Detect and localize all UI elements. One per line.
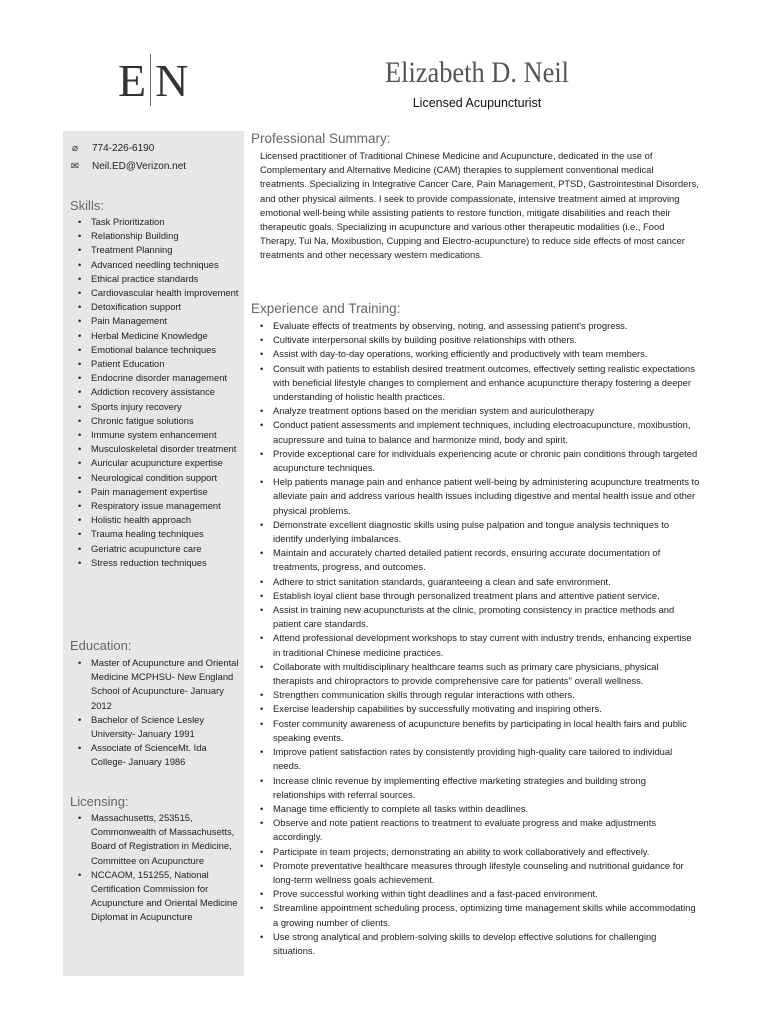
experience-item: • Adhere to strict sanitation standards, guaranteeing a clean and safe environment.	[260, 575, 700, 589]
education-item: • Associate of ScienceMt. Ida College- January 1986	[70, 741, 242, 769]
experience-item: • Foster community awareness of acupuncture benefits by participating in local health fairs and public speaking events.	[260, 717, 700, 745]
monogram-initial-first: E	[118, 54, 147, 106]
experience-item: • Collaborate with multidisciplinary healthcare teams such as primary care physicians, physical therapists and chiropractors to provide comprehensive care for patients'' overall wellness.	[260, 660, 700, 688]
contact-email	[70, 161, 186, 172]
experience-item: • Increase clinic revenue by implementing effective marketing strategies and building strong relationships with referral sources.	[260, 774, 700, 802]
skill-item: • Chronic fatigue solutions	[70, 414, 242, 428]
skill-item: • Musculoskeletal disorder treatment	[70, 442, 242, 456]
experience-item: • Manage time efficiently to complete all tasks within deadlines.	[260, 802, 700, 816]
phone-number: 774-226-6190	[92, 143, 155, 154]
experience-item: • Exercise leadership capabilities by successfully motivating and inspiring others.	[260, 702, 700, 716]
skill-item: • Detoxification support	[70, 300, 242, 314]
experience-item: • Maintain and accurately charted detailed patient records, ensuring accurate documentation of treatments, progress, and outcomes.	[260, 546, 700, 574]
experience-item: • Help patients manage pain and enhance patient well-being by administering acupuncture treatments to alleviate pain and address various health issues including digestive and mental health issue and other physical problems.	[260, 475, 700, 518]
candidate-title: Licensed Acupuncturist	[412, 96, 542, 110]
license-item: • Massachusetts, 253515, Commonwealth of Massachusetts, Board of Registration in Medicine, Committee on Acupuncture	[70, 811, 242, 868]
skill-item: • Advanced needling techniques	[70, 258, 242, 272]
licensing-heading: Licensing:	[70, 794, 129, 809]
skill-item: • Addiction recovery assistance	[70, 385, 242, 399]
experience-item: • Participate in team projects, demonstrating an ability to work collaboratively and effectively.	[260, 845, 700, 859]
skill-item: • Holistic health approach	[70, 513, 242, 527]
monogram-logo	[118, 52, 188, 108]
experience-item: • Consult with patients to establish desired treatment outcomes, effectively setting realistic expectations with beneficial lifestyle changes to complement and enhance acupuncture therapy fostering a deeper understanding of holistic health practices.	[260, 362, 700, 405]
skill-item: • Stress reduction techniques	[70, 556, 242, 570]
experience-item: • Assist in training new acupuncturists at the clinic, promoting consistency in practice methods and patient care standards.	[260, 603, 700, 631]
experience-item: • Evaluate effects of treatments by observing, noting, and assessing patient's progress.	[260, 319, 700, 333]
skill-item: • Emotional balance techniques	[70, 343, 242, 357]
skill-item: • Pain management expertise	[70, 485, 242, 499]
experience-item: • Observe and note patient reactions to treatment to evaluate progress and make adjustments accordingly.	[260, 816, 700, 844]
email-address: Neil.ED@Verizon.net	[92, 161, 187, 172]
contact-phone	[70, 143, 154, 154]
skill-item: • Auricular acupuncture expertise	[70, 456, 242, 470]
skill-item: • Sports injury recovery	[70, 400, 242, 414]
license-item: • NCCAOM, 151255, National Certification Commission for Acupuncture and Oriental Medicine Diplomat in Acupuncture	[70, 868, 242, 925]
skills-list	[70, 215, 242, 570]
education-item: • Bachelor of Science Lesley University- January 1991	[70, 713, 242, 741]
experience-item: • Cultivate interpersonal skills by building positive relationships with others.	[260, 333, 700, 347]
summary-text: Licensed practitioner of Traditional Chinese Medicine and Acupuncture, dedicated in the use of Complementary and Alternative Medicine (CAM) therapies to supplement conventional medical treatments. Specializing in Integrative Cancer Care, Pain Management, PTSD, Gastrointestinal Disorders, and other physical ailments. I seek to provide compassionate, intensive treatment aimed at improving emotional well-being while assisting patients to restore function, mitigate disabilities and reach their therapeutic goals. Specializing in acupuncture and various other therapeutic modalities (i.e., Food Therapy, Tui Na, Moxibustion, Cupping and Electro-acupuncture) to reduce side effects of most cancer treatments and other necessary western medications.	[260, 150, 699, 261]
experience-item: • Analyze treatment options based on the meridian system and auriculotherapy	[260, 404, 700, 418]
skill-item: • Herbal Medicine Knowledge	[70, 329, 242, 343]
skill-item: • Pain Management	[70, 314, 242, 328]
skill-item: • Treatment Planning	[70, 243, 242, 257]
skill-item: • Ethical practice standards	[70, 272, 242, 286]
skill-item: • Trauma healing techniques	[70, 527, 242, 541]
skill-item: • Neurological condition support	[70, 471, 242, 485]
candidate-name: Elizabeth D. Neil	[384, 56, 570, 89]
experience-item: • Establish loyal client base through personalized treatment plans and attentive patient service.	[260, 589, 700, 603]
experience-item: • Conduct patient assessments and implement techniques, including electroacupuncture, moxibustion, acupressure and tuina to balance and harmonize mind, body and spirit.	[260, 418, 700, 446]
education-list	[70, 656, 242, 770]
experience-item: • Promote preventative healthcare measures through lifestyle counseling and nutritional guidance for long-term wellness goals achievement.	[260, 859, 700, 887]
skill-item: • Endocrine disorder management	[70, 371, 242, 385]
education-heading: Education:	[70, 638, 132, 653]
experience-item: • Assist with day-to-day operations, working efficiently and productively with team members.	[260, 347, 700, 361]
skill-item: • Cardiovascular health improvement	[70, 286, 242, 300]
envelope-icon: ✉	[70, 161, 80, 172]
experience-item: • Streamline appointment scheduling process, optimizing time management skills while accommodating a growing number of clients.	[260, 901, 700, 929]
monogram-initial-last: N	[155, 54, 189, 106]
experience-item: • Demonstrate excellent diagnostic skills using pulse palpation and tongue analysis techniques to identify underlying imbalances.	[260, 518, 700, 546]
experience-item: • Use strong analytical and problem-solving skills to develop effective solutions for challenging situations.	[260, 930, 700, 958]
skill-item: • Immune system enhancement	[70, 428, 242, 442]
summary-heading: Professional Summary:	[251, 131, 391, 146]
experience-item: • Prove successful working within tight deadlines and a fast-paced environment.	[260, 887, 700, 901]
skill-item: • Patient Education	[70, 357, 242, 371]
skill-item: • Geriatric acupuncture care	[70, 542, 242, 556]
experience-item: • Attend professional development workshops to stay current with industry trends, enhancing expertise in traditional Chinese medicine practices.	[260, 631, 700, 659]
skill-item: • Task Prioritization	[70, 215, 242, 229]
monogram-divider	[150, 54, 151, 106]
experience-item: • Provide exceptional care for individuals experiencing acute or chronic pain conditions through targeted acupuncture techniques.	[260, 447, 700, 475]
licensing-list	[70, 811, 242, 925]
education-item: • Master of Acupuncture and Oriental Medicine MCPHSU- New England School of Acupuncture- January 2012	[70, 656, 242, 713]
experience-item: • Improve patient satisfaction rates by consistently providing high-quality care tailored to individual needs.	[260, 745, 700, 773]
experience-item: • Strengthen communication skills through regular interactions with others.	[260, 688, 700, 702]
skills-heading: Skills:	[70, 198, 104, 213]
experience-heading: Experience and Training:	[251, 301, 401, 316]
experience-list	[260, 319, 700, 958]
skill-item: • Respiratory issue management	[70, 499, 242, 513]
skill-item: • Relationship Building	[70, 229, 242, 243]
phone-icon: ⌀	[71, 143, 79, 154]
